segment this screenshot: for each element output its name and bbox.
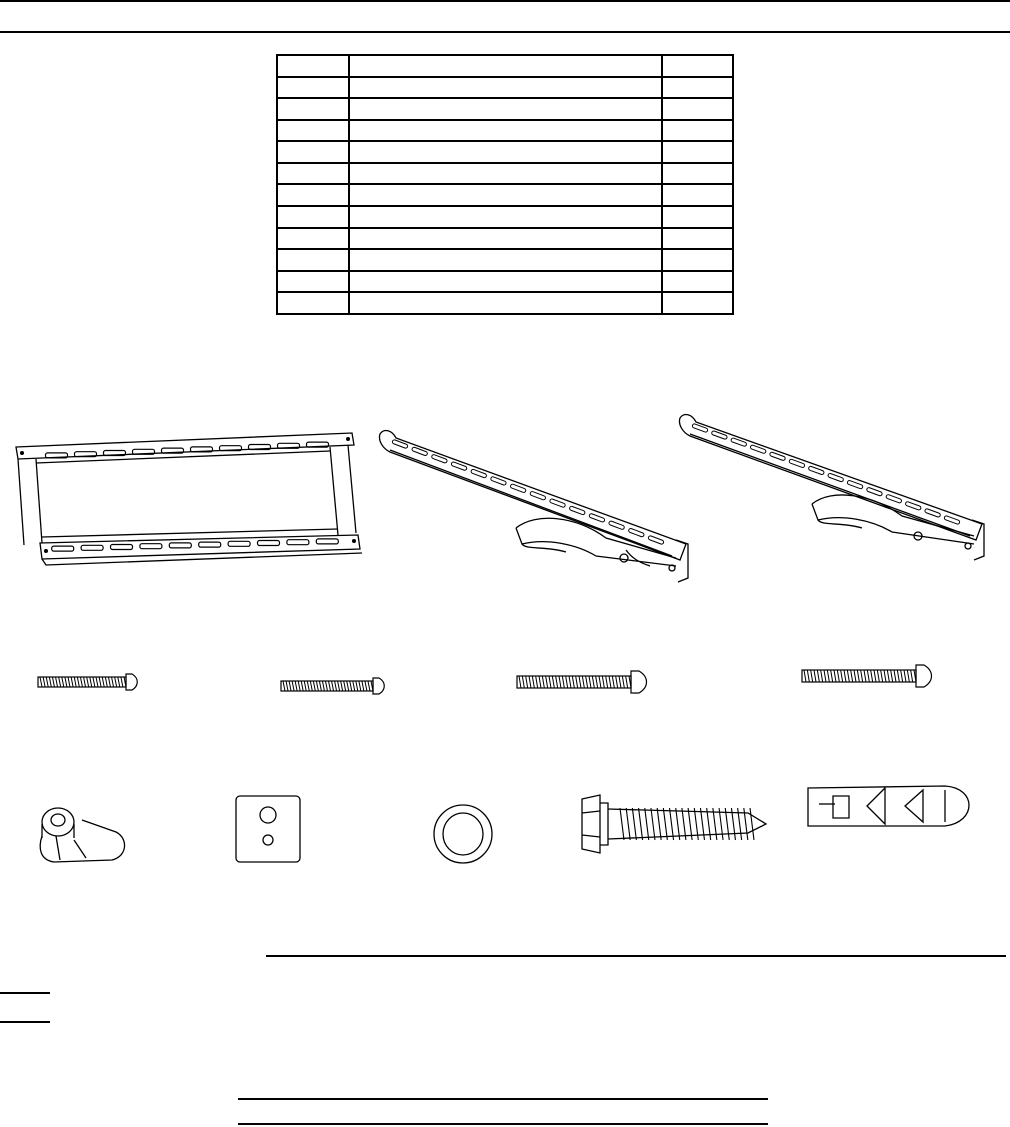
short-rule-2 bbox=[0, 1021, 50, 1023]
parts-description-cell bbox=[349, 98, 662, 120]
parts-key-cell bbox=[277, 228, 349, 250]
parts-table-row bbox=[277, 120, 733, 142]
parts-quantity-cell bbox=[662, 77, 733, 99]
parts-quantity-cell bbox=[662, 271, 733, 293]
parts-key-cell bbox=[277, 206, 349, 228]
square-washer-plate-icon bbox=[232, 793, 304, 865]
parts-table-row bbox=[277, 228, 733, 250]
parts-description-cell bbox=[349, 206, 662, 228]
cam-spacer-icon bbox=[34, 800, 130, 866]
parts-description-cell bbox=[349, 249, 662, 271]
parts-key-cell bbox=[277, 141, 349, 163]
machine-screw-1-icon bbox=[36, 670, 140, 694]
parts-key-cell bbox=[277, 77, 349, 99]
parts-table-row bbox=[277, 55, 733, 77]
parts-quantity-cell bbox=[662, 55, 733, 77]
parts-description-cell bbox=[349, 55, 662, 77]
tv-arm-bracket-left-icon bbox=[376, 428, 696, 588]
parts-table-row bbox=[277, 98, 733, 120]
short-rule-1 bbox=[0, 992, 50, 994]
parts-table-row bbox=[277, 141, 733, 163]
parts-key-cell bbox=[277, 98, 349, 120]
parts-key-cell bbox=[277, 120, 349, 142]
parts-quantity-cell bbox=[662, 292, 733, 314]
signature-rule-2 bbox=[238, 1123, 768, 1125]
parts-table-row bbox=[277, 163, 733, 185]
signature-rule-1 bbox=[238, 1098, 768, 1100]
round-washer-icon bbox=[430, 800, 496, 866]
parts-description-cell bbox=[349, 271, 662, 293]
parts-table-row bbox=[277, 271, 733, 293]
parts-quantity-cell bbox=[662, 120, 733, 142]
parts-key-cell bbox=[277, 163, 349, 185]
parts-quantity-cell bbox=[662, 98, 733, 120]
lag-bolt-icon bbox=[578, 793, 774, 857]
parts-description-cell bbox=[349, 163, 662, 185]
parts-key-cell bbox=[277, 271, 349, 293]
parts-quantity-cell bbox=[662, 141, 733, 163]
parts-table-row bbox=[277, 206, 733, 228]
parts-description-cell bbox=[349, 292, 662, 314]
wall-plate-icon bbox=[12, 425, 362, 575]
parts-quantity-cell bbox=[662, 228, 733, 250]
tv-arm-bracket-right-icon bbox=[676, 412, 996, 572]
parts-table-row bbox=[277, 292, 733, 314]
parts-description-cell bbox=[349, 184, 662, 206]
parts-quantity-cell bbox=[662, 249, 733, 271]
header-top-rule bbox=[0, 0, 1010, 2]
machine-screw-4-icon bbox=[800, 661, 936, 691]
parts-quantity-cell bbox=[662, 163, 733, 185]
parts-list-table bbox=[276, 54, 734, 315]
parts-description-cell bbox=[349, 120, 662, 142]
parts-key-cell bbox=[277, 249, 349, 271]
parts-description-cell bbox=[349, 228, 662, 250]
wall-anchor-icon bbox=[805, 782, 977, 830]
parts-quantity-cell bbox=[662, 206, 733, 228]
parts-table-row bbox=[277, 249, 733, 271]
machine-screw-3-icon bbox=[515, 667, 651, 697]
section-rule bbox=[266, 955, 1006, 957]
parts-description-cell bbox=[349, 141, 662, 163]
parts-description-cell bbox=[349, 77, 662, 99]
machine-screw-2-icon bbox=[279, 674, 389, 698]
parts-key-cell bbox=[277, 184, 349, 206]
parts-quantity-cell bbox=[662, 184, 733, 206]
parts-table-row bbox=[277, 184, 733, 206]
parts-table-row bbox=[277, 77, 733, 99]
parts-key-cell bbox=[277, 55, 349, 77]
parts-key-cell bbox=[277, 292, 349, 314]
header-bottom-rule bbox=[0, 31, 1010, 33]
